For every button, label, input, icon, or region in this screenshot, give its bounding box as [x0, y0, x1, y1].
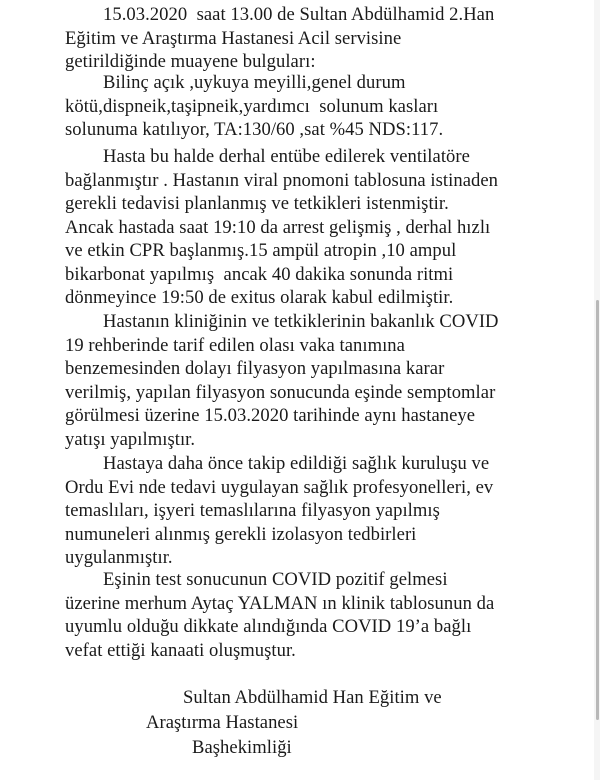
scrollbar-thumb[interactable] — [596, 300, 599, 720]
paragraph-5-line-4: numuneleri alınmış gerekli izolasyon tedbirleri — [65, 523, 417, 545]
paragraph-3-line-1: Hasta bu halde derhal entübe edilerek ventilatöre — [103, 146, 470, 167]
paragraph-3-line-7: dönmeyince 19:50 de exitus olarak kabul edilmiştir. — [65, 287, 454, 308]
paragraph-3-line-5: ve etkin CPR başlanmış.15 ampül atropin ,10 ampul — [65, 240, 457, 261]
paragraph-6-line-2: üzerine merhum Aytaç YALMAN ın klinik tablosunun da — [65, 592, 495, 614]
paragraph-2-line-2: kötü,dispneik,taşipneik,yardımcı solunum kasları — [65, 95, 439, 117]
paragraph-5-line-5: uygulanmıştır. — [65, 547, 173, 568]
paragraph-3-line-6: bikarbonat yapılmış ancak 40 dakika sonunda ritmi — [65, 263, 454, 285]
signature-line-2: Araştırma Hastanesi — [146, 712, 299, 733]
scroll-track[interactable] — [594, 0, 600, 780]
paragraph-4-line-6: yatışı yapılmıştır. — [65, 428, 196, 450]
paragraph-2-line-1: Bilinç açık ,uykuya meyilli,genel durum — [103, 72, 406, 93]
paragraph-5-line-3: temaslıları, işyeri temaslılarına filyasyon yapılmış — [65, 500, 440, 521]
paragraph-4-line-1: Hastanın kliniğinin ve tetkiklerinin bakanlık COVID — [103, 311, 499, 332]
paragraph-4-line-2: 19 rehberinde tarif edilen olası vaka tanımına — [65, 334, 405, 356]
signature-line-3: Başhekimliği — [192, 737, 292, 758]
paragraph-3-line-4: Ancak hastada saat 19:10 da arrest gelişmiş , derhal hızlı — [65, 216, 491, 238]
paragraph-1-line-1: 15.03.2020 saat 13.00 de Sultan Abdülhamid 2.Han — [103, 4, 495, 25]
paragraph-4-line-4: verilmiş, yapılan filyasyon sonucunda eşinde semptomlar — [65, 381, 496, 403]
paragraph-5-line-1: Hastaya daha önce takip edildiği sağlık kuruluşu ve — [103, 453, 490, 474]
paragraph-6-line-1: Eşinin test sonucunun COVID pozitif gelmesi — [103, 569, 448, 590]
paragraph-3-line-2: bağlanmıştır . Hastanın viral pnomoni tablosuna istinaden — [65, 169, 499, 191]
paragraph-2-line-3: solunuma katılıyor, TA:130/60 ,sat %45 NDS:117. — [65, 119, 444, 140]
paragraph-4-line-3: benzemesinden dolayı filyasyon yapılmasına karar — [65, 358, 445, 379]
paragraph-6-line-4: vefat ettiği kanaati oluşmuştur. — [65, 639, 296, 661]
paragraph-4-line-5: görülmesi üzerine 15.03.2020 tarihinde aynı hastaneye — [65, 405, 476, 426]
paragraph-6-line-3: uyumlu olduğu dikkate alındığında COVID 19’a bağlı — [65, 616, 472, 637]
paragraph-3-line-3: gerekli tedavisi planlanmış ve tetkikleri istenmiştir. — [65, 193, 449, 214]
signature-line-1: Sultan Abdülhamid Han Eğitim ve — [183, 687, 442, 708]
paragraph-5-line-2: Ordu Evi nde tedavi uygulayan sağlık profesyonelleri, ev — [65, 476, 494, 498]
paragraph-1-line-3: getirildiğinde muayene bulguları: — [65, 51, 316, 72]
paragraph-1-line-2: Eğitim ve Araştırma Hastanesi Acil servisine — [65, 27, 402, 49]
